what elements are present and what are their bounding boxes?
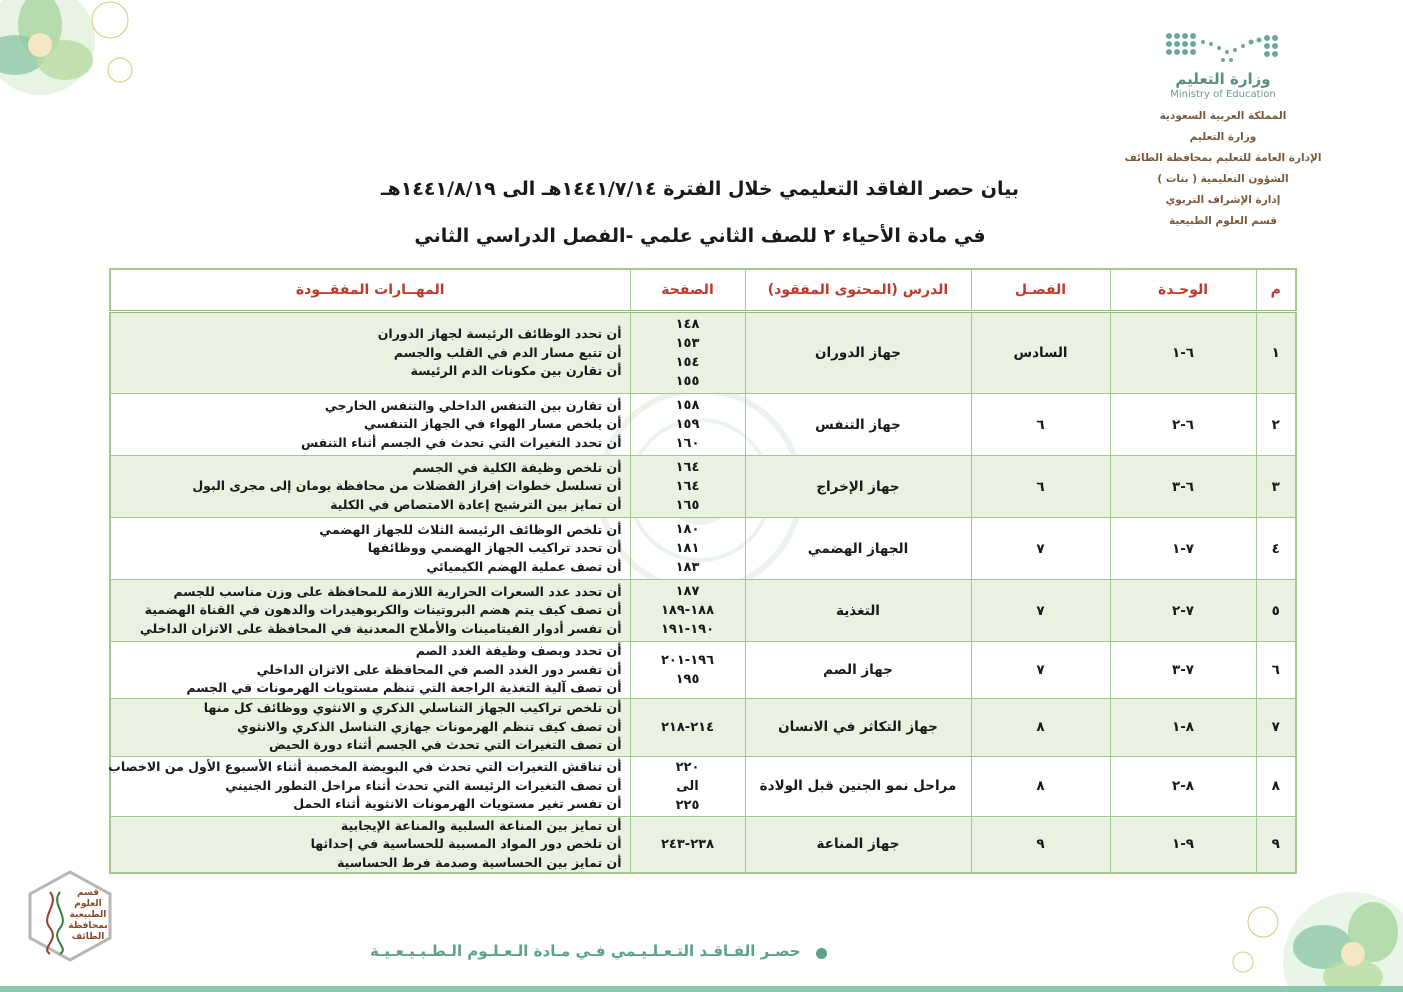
document-title: بيان حصر الفاقد التعليمي خلال الفترة ١٤٤١/٧/١٤هـ الى ١٤٤١/٨/١٩هـ bbox=[381, 178, 1019, 200]
cell-num: ٦ bbox=[1256, 642, 1296, 699]
skill-item: أن تصف آلية التغذية الراجعة التي تنظم مستويات الهرمونات في الجسم bbox=[186, 680, 622, 695]
header-page: الصفحة bbox=[630, 269, 745, 312]
cell-skills bbox=[110, 642, 630, 699]
dept-logo-line: بمحافظة bbox=[68, 921, 108, 931]
cell-chapter: ٨ bbox=[971, 756, 1110, 816]
cell-num: ٨ bbox=[1256, 756, 1296, 816]
page-ref: ٢١٤-٢١٨ bbox=[660, 719, 715, 735]
org-line: قسم العلوم الطبيعية bbox=[1168, 215, 1278, 227]
skill-item: أن تلخص تراكيب الجهاز التناسلي الذكري و الانثوي ووظائف كل منها bbox=[203, 700, 622, 716]
page-ref: ١٩٦-٢٠١ bbox=[660, 652, 715, 668]
cell-skills bbox=[110, 394, 630, 456]
page-ref: ١٦٤ bbox=[675, 479, 700, 494]
skill-item: أن تقارن بين التنفس الداخلي والتنفس الخارجي bbox=[324, 397, 622, 413]
cell-pages bbox=[630, 698, 745, 756]
cell-skills bbox=[110, 698, 630, 756]
cell-num: ٩ bbox=[1256, 816, 1296, 873]
ministry-logo-icon bbox=[1163, 30, 1283, 66]
decorative-flower-top-left bbox=[0, 0, 150, 120]
cell-skills bbox=[110, 518, 630, 580]
skill-item: أن تفسر تغير مستويات الهرمونات الانثوية أثناء الحمل bbox=[293, 796, 622, 812]
cell-pages bbox=[630, 394, 745, 456]
cell-chapter: ٦ bbox=[971, 394, 1110, 456]
page-ref: ١٩٥ bbox=[675, 671, 700, 687]
page-ref: ١٦٥ bbox=[675, 498, 700, 513]
page-ref: ٢٢٥ bbox=[675, 797, 700, 813]
dept-logo-line: قسم bbox=[76, 888, 100, 898]
cell-unit: ٨-١ bbox=[1110, 698, 1256, 756]
dept-logo-line: الطبيعية bbox=[69, 910, 107, 920]
cell-pages bbox=[630, 816, 745, 873]
skill-item: أن تلخص دور المواد المسببة للحساسية في إحداثها bbox=[310, 836, 622, 851]
decorative-flower-bottom-right bbox=[1203, 862, 1403, 992]
table-row bbox=[110, 394, 1296, 456]
skill-item: أن تصف عملية الهضم الكيميائي bbox=[426, 558, 622, 574]
cell-pages bbox=[630, 518, 745, 580]
page-ref: ١٥٥ bbox=[675, 374, 700, 389]
cell-num: ٤ bbox=[1256, 518, 1296, 580]
cell-num: ٣ bbox=[1256, 456, 1296, 518]
skill-item: أن تحدد وبصف وظيفة الغدد الصم bbox=[415, 643, 622, 658]
table-row bbox=[110, 518, 1296, 580]
ministry-arabic-name: وزارة التعليم bbox=[1175, 70, 1271, 88]
ministry-header bbox=[1103, 30, 1343, 232]
page-ref: ١٦٠ bbox=[675, 436, 700, 451]
document-subtitle: في مادة الأحياء ٢ للصف الثاني علمي -الفصل الدراسي الثاني bbox=[414, 225, 986, 247]
table-header-row bbox=[110, 269, 1296, 312]
cell-pages bbox=[630, 456, 745, 518]
cell-lesson: جهاز الصم bbox=[745, 642, 971, 699]
cell-chapter: ٩ bbox=[971, 816, 1110, 873]
cell-num: ٢ bbox=[1256, 394, 1296, 456]
table-row bbox=[110, 312, 1296, 394]
skill-item: أن تصف التغيرات التي تحدث في الجسم أثناء دورة الحيض bbox=[269, 737, 622, 753]
page-ref: ١٥٨ bbox=[675, 398, 700, 413]
cell-skills bbox=[110, 580, 630, 642]
cell-skills bbox=[110, 756, 630, 816]
org-line: الإدارة العامة للتعليم بمحافظة الطائف bbox=[1124, 152, 1322, 164]
table-row bbox=[110, 698, 1296, 756]
cell-skills bbox=[110, 816, 630, 873]
cell-pages bbox=[630, 756, 745, 816]
skill-item: أن تناقش التغيرات التي تحدث في البويضة المخصبة أثناء الأسبوع الأول من الاخصاب bbox=[108, 759, 622, 775]
cell-pages bbox=[630, 580, 745, 642]
page-ref: ١٨٧ bbox=[675, 584, 700, 599]
skill-item: أن تمايز بين الترشيح إعادة الامتصاص في الكلية bbox=[330, 496, 622, 512]
cell-unit: ٧-٣ bbox=[1110, 642, 1256, 699]
cell-unit: ٧-٢ bbox=[1110, 580, 1256, 642]
cell-pages bbox=[630, 642, 745, 699]
header-num: م bbox=[1256, 269, 1296, 312]
cell-unit: ٩-١ bbox=[1110, 816, 1256, 873]
cell-num: ٧ bbox=[1256, 698, 1296, 756]
cell-num: ١ bbox=[1256, 312, 1296, 394]
cell-lesson: جهاز المناعة bbox=[745, 816, 971, 873]
page-ref: ١٥٣ bbox=[675, 336, 700, 351]
skill-item: أن يلخص مسار الهواء في الجهاز التنفسي bbox=[363, 416, 622, 432]
table-row bbox=[110, 642, 1296, 699]
skill-item: أن تفسر أدوار الفيتامينات والأملاح المعدنية في المحافظة على الاتزان الداخلي bbox=[139, 620, 622, 636]
cell-lesson: الجهاز الهضمي bbox=[745, 518, 971, 580]
page-ref: ١٦٤ bbox=[675, 460, 700, 475]
page-ref: ١٤٨ bbox=[675, 317, 700, 332]
skill-item: أن تحدد التغيرات التي تحدث في الجسم أثناء التنفس bbox=[300, 434, 622, 450]
cell-num: ٥ bbox=[1256, 580, 1296, 642]
cell-pages bbox=[630, 312, 745, 394]
skill-item: أن تصف التغيرات الرئيسة التي تحدث أثناء مراحل التطور الجنيني bbox=[225, 777, 622, 793]
org-line: الشؤون التعليمية ( بنات ) bbox=[1157, 173, 1289, 185]
cell-lesson: جهاز الإخراج bbox=[745, 456, 971, 518]
skill-item: أن تتبع مسار الدم في القلب والجسم bbox=[393, 344, 622, 360]
footer-bullet-icon bbox=[816, 948, 827, 959]
page-ref: ١٥٤ bbox=[675, 355, 700, 370]
dept-logo-line: الطائف bbox=[71, 932, 105, 942]
page-ref: ١٨٨-١٨٩ bbox=[660, 603, 715, 618]
cell-skills bbox=[110, 312, 630, 394]
table-row bbox=[110, 580, 1296, 642]
skill-item: أن تفسر دور الغدد الصم في المحافظة على الاتزان الداخلي bbox=[256, 661, 622, 677]
header-chapter: الفصـل bbox=[971, 269, 1110, 312]
cell-lesson: مراحل نمو الجنين قبل الولادة bbox=[745, 756, 971, 816]
dept-logo-line: العلوم bbox=[74, 899, 102, 909]
skill-item: أن تلخص وظيفة الكلية في الجسم bbox=[412, 459, 622, 475]
org-line: وزارة التعليم bbox=[1189, 131, 1257, 143]
cell-chapter: ٧ bbox=[971, 580, 1110, 642]
header-unit: الوحـدة bbox=[1110, 269, 1256, 312]
cell-lesson: جهاز التنفس bbox=[745, 394, 971, 456]
department-logo-text bbox=[60, 888, 116, 943]
skill-item: أن تصف كيف يتم هضم البروتينات والكربوهيدرات والدهون في القناة الهضمية bbox=[144, 602, 622, 618]
cell-chapter: ٦ bbox=[971, 456, 1110, 518]
skill-item: أن تصف كيف تنظم الهرمونات جهازي التناسل الذكري والانثوي bbox=[237, 718, 622, 734]
table-row bbox=[110, 816, 1296, 873]
page-ref: ٢٣٨-٢٤٣ bbox=[660, 836, 715, 852]
cell-unit: ٨-٢ bbox=[1110, 756, 1256, 816]
cell-chapter: ٨ bbox=[971, 698, 1110, 756]
cell-lesson: التغذية bbox=[745, 580, 971, 642]
skill-item: أن تمايز بين الحساسية وصدمة فرط الحساسية bbox=[337, 854, 622, 870]
table-row bbox=[110, 456, 1296, 518]
cell-skills bbox=[110, 456, 630, 518]
page-ref: ١٨٣ bbox=[675, 560, 700, 575]
cell-chapter: السادس bbox=[971, 312, 1110, 394]
cell-unit: ٦-١ bbox=[1110, 312, 1256, 394]
page-ref: ١٥٩ bbox=[675, 417, 700, 432]
cell-unit: ٦-٣ bbox=[1110, 456, 1256, 518]
page-ref: ١٩٠-١٩١ bbox=[660, 622, 715, 637]
table-row bbox=[110, 756, 1296, 816]
skill-item: أن تمايز بين المناعة السلبية والمناعة الإيجابية bbox=[340, 817, 622, 833]
skill-item: أن تسلسل خطوات إفراز الفضلات من محافظة يومان إلى مجرى البول bbox=[192, 478, 622, 494]
footer-bar bbox=[0, 986, 1403, 992]
page-ref: الى bbox=[676, 778, 699, 794]
cell-lesson: جهاز الدوران bbox=[745, 312, 971, 394]
cell-lesson: جهاز التكاثر في الانسان bbox=[745, 698, 971, 756]
page-ref: ١٨٠ bbox=[675, 522, 700, 537]
skill-item: أن تحدد الوظائف الرئيسة لجهاز الدوران bbox=[377, 326, 622, 342]
footer-text: حصـر الفـاقـد التـعـلـيـمي فـي مـادة الـعـلـوم الـطـبـيـعـيـة bbox=[370, 942, 801, 960]
cell-chapter: ٧ bbox=[971, 518, 1110, 580]
org-line: المملكة العربية السعودية bbox=[1159, 110, 1287, 122]
skill-item: أن تقارن بين مكونات الدم الرئيسة bbox=[410, 363, 622, 379]
org-line: إدارة الإشراف التربوي bbox=[1165, 194, 1281, 206]
page-ref: ٢٢٠ bbox=[675, 759, 700, 775]
header-skills: المهــارات المفقــودة bbox=[110, 269, 630, 312]
ministry-english-name: Ministry of Education bbox=[1170, 89, 1276, 100]
header-lesson: الدرس (المحتوى المفقود) bbox=[745, 269, 971, 312]
skill-item: أن تحدد تراكيب الجهاز الهضمي ووظائفها bbox=[367, 540, 622, 556]
skill-item: أن تحدد عدد السعرات الحرارية اللازمة للمحافظة على وزن مناسب للجسم bbox=[173, 583, 622, 599]
cell-unit: ٧-١ bbox=[1110, 518, 1256, 580]
learning-loss-table bbox=[109, 268, 1297, 874]
cell-chapter: ٧ bbox=[971, 642, 1110, 699]
cell-unit: ٦-٢ bbox=[1110, 394, 1256, 456]
skill-item: أن تلخص الوظائف الرئيسة الثلاث للجهاز الهضمي bbox=[319, 521, 622, 537]
page-ref: ١٨١ bbox=[675, 541, 700, 556]
